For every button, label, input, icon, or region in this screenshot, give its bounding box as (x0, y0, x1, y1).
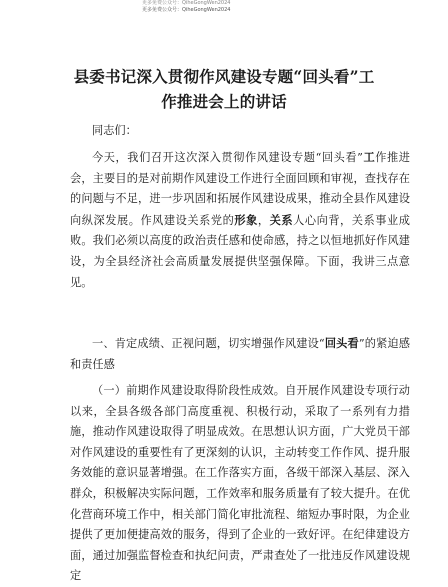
bold-text: 形象 (234, 212, 258, 227)
watermark-line: 更多免费公众号：QiheGongWen2024 (142, 0, 231, 6)
bold-text: 关系 (269, 212, 294, 227)
section-heading (70, 333, 410, 375)
text-run: ， (257, 213, 270, 227)
bold-text: 回头看 (324, 336, 359, 350)
paragraph-section-1: （一）前期作风建设取得阶段性成效。自开展作风建设专项行动以来，全县各级各部门高度重视、积极行动，采取了一系列有力措施，推动作风建设取得了明显成效。在思想认识方面，广大党员干部对作风建设的重要性有了更深刻的认识，主动转变工作作风、提升服务效能的意识显著增强。在工作落实方面，各级干部深入基层、深入群众，积极解决实际问题，工作效率和服务质量有了较大提升。在优化营商环境工作中，相关部门简化审批流程、缩短办事时限，为企业提供了更加便捷高效的服务，得到了企业的一致好评。在纪律建设方面，通过加强监督检查和执纪问责，严肃查处了一批违反作风建设规定 (70, 384, 410, 583)
greeting: 同志们： (92, 124, 137, 137)
text-run: 人心向背，关系事业成败。我们必须以高度的政治责任感和使命感，持之以恒地抓好作风建设，为全县经济社会高质量发展提供坚强保障。下面，我讲三点意见。 (70, 213, 410, 289)
text-run: 今天，我们召开这次深入贯彻作风建设专题“回头看” (92, 151, 363, 164)
document-title (40, 64, 408, 114)
title-line: 作推进会上的讲话 (161, 92, 287, 111)
text-run: ”的紧迫感和责任感 (70, 337, 410, 371)
text-run: 一、肯定成绩、正视问题，切实增强作风建设“ (92, 337, 325, 350)
bold-text: 工 (362, 150, 376, 164)
watermark-line: 更多免费公众号：QiheGongWen2024 (142, 7, 231, 13)
text-run: 作推进会，主要目的是对前期作风建设工作进行全面回顾和审视，查找存在的问题与不足，进一步巩固和拓展作风建设成果，推动全县作风建设向纵深发展。作风建设关系党的 (70, 151, 410, 227)
paragraph-opening (70, 147, 410, 293)
title-line: 县委书记深入贯彻作风建设专题“回头看”工 (73, 67, 375, 86)
